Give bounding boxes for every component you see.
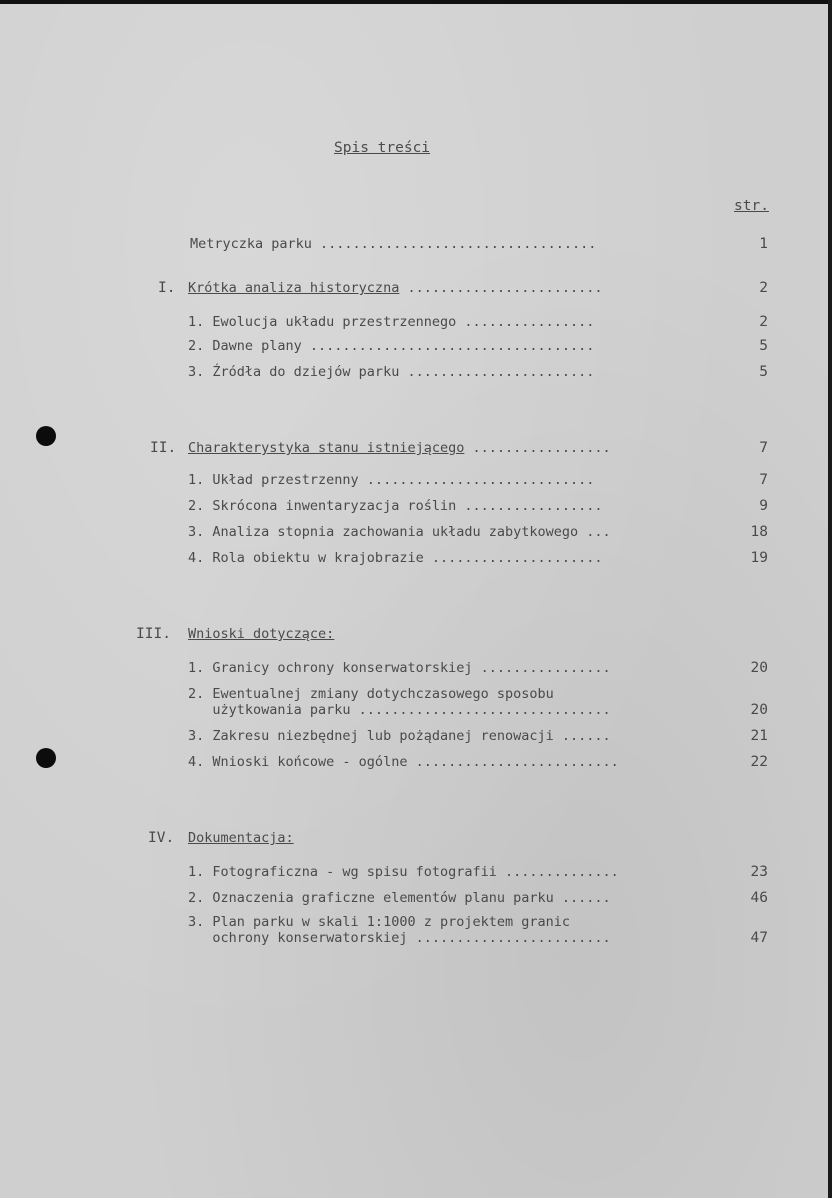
section-heading: Charakterystyka stanu istniejącego [188,440,465,456]
toc-entry: 2. Skrócona inwentaryzacja roślin ................. [188,498,603,514]
section-number: III. [136,626,171,642]
toc-entry: 3. Plan parku w skali 1:1000 z projektem granic [188,914,571,930]
toc-page-number: 23 [750,864,768,880]
toc-entry: 3. Zakresu niezbędnej lub pożądanej renowacji ...... [188,728,611,744]
toc-page-number: 22 [750,754,768,770]
toc-page-number: 20 [750,702,768,718]
toc-page-number: 21 [750,728,768,744]
toc-page-number: 7 [759,472,768,488]
toc-page-number: 9 [759,498,768,514]
toc-entry: 2. Oznaczenia graficzne elementów planu parku ...... [188,890,611,906]
page-column-header: str. [734,198,769,214]
toc-entry-metryczka: Metryczka parku .................................. [190,236,597,252]
toc-page-number: 5 [759,338,768,354]
section-heading-row [188,440,611,456]
scan-edge [828,0,832,1198]
section-number: II. [150,440,177,456]
toc-page-number: 20 [750,660,768,676]
toc-page-number: 7 [759,440,768,456]
section-heading-row [188,280,603,296]
document-page [0,4,828,1198]
toc-page-number: 2 [759,314,768,330]
toc-entry: 2. Dawne plany ................................... [188,338,595,354]
toc-entry: 3. Analiza stopnia zachowania układu zabytkowego ... [188,524,611,540]
toc-entry: 2. Ewentualnej zmiany dotychczasowego sposobu [188,686,554,702]
toc-page-number: 2 [759,280,768,296]
toc-entry-continuation: użytkowania parku ............................... [188,702,611,718]
toc-page-number: 46 [750,890,768,906]
section-heading: Dokumentacja: [188,830,294,846]
toc-entry: 1. Fotograficzna - wg spisu fotografii .............. [188,864,619,880]
toc-entry: 4. Rola obiektu w krajobrazie ..................... [188,550,603,566]
section-number: IV. [148,830,175,846]
toc-entry: 1. Granicy ochrony konserwatorskiej ................ [188,660,611,676]
section-number: I. [158,280,176,296]
toc-entry-continuation: ochrony konserwatorskiej ........................ [188,930,611,946]
document-title: Spis treści [334,140,431,156]
toc-page-number: 19 [750,550,768,566]
toc-entry: 1. Układ przestrzenny ............................ [188,472,595,488]
toc-entry: 4. Wnioski końcowe - ogólne ......................... [188,754,619,770]
leader-dots: ........................ [399,280,603,296]
leader-dots: ................. [464,440,611,456]
toc-page-number: 18 [750,524,768,540]
section-heading: Wnioski dotyczące: [188,626,335,642]
toc-entry: 1. Ewolucja układu przestrzennego ................ [188,314,595,330]
punch-hole [36,748,56,768]
toc-page-number: 1 [759,236,768,252]
toc-page-number: 5 [759,364,768,380]
toc-entry: 3. Źródła do dziejów parku ....................... [188,364,595,380]
toc-page-number: 47 [750,930,768,946]
section-heading: Krótka analiza historyczna [188,280,400,296]
punch-hole [36,426,56,446]
